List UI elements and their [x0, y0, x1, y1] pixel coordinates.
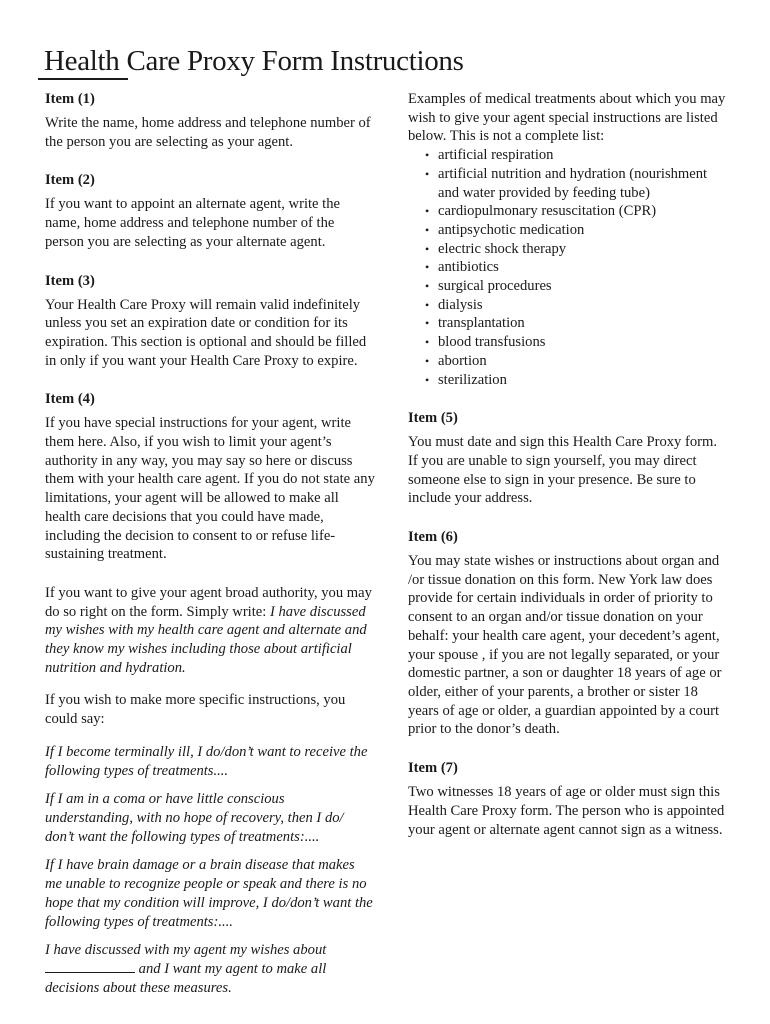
treatments-intro: Examples of medical treatments about which you may wish to give your agent special instructions are listed below. This is not a complete list: [408, 91, 726, 145]
bullet-icon: • [425, 148, 430, 163]
list-item: • antibiotics [425, 259, 499, 276]
blank-line [45, 961, 135, 973]
item-5-text: You must date and sign this Health Care Proxy form. If you are unable to sign yourself, you may direct someone else to sign in your presence. Be sure to include your address. [408, 434, 718, 507]
item-6-text: You may state wishes or instructions about organ and /or tissue donation on this form. New York law does provide for certain individuals in order of priority to consent to an organ and/or tissue donation on your behalf: your health care agent, your decedent’s agent, your spouse , if you are not legally separated, or your domestic partner, a son or daughter 18 years of age or older, either of your parents, a brother or sister 18 years of age or older, a guardian appointed by a court prior to the donor’s death. [408, 553, 722, 738]
item-3-text: Your Health Care Proxy will remain valid indefinitely unless you set an expiration date or condition for its expiration. This section is optional and should be filled in only if you want your Health Care Proxy to expire. [45, 296, 367, 369]
item-2-text: If you want to appoint an alternate agent, write the name, home address and telephone number of the person you are selecting as your alternate agent. [45, 196, 341, 250]
list-item: • surgical procedures [425, 278, 552, 295]
left-column [45, 90, 375, 1007]
list-item: • abortion [425, 352, 487, 369]
bullet-icon: • [425, 241, 430, 256]
bullet-icon: • [425, 260, 430, 275]
bullet-icon: • [425, 222, 430, 237]
list-item: • blood transfusions [425, 334, 546, 351]
item-1-text: Write the name, home address and telephone number of the person you are selecting as your agent. [45, 115, 371, 150]
example-discussed-wishes [45, 941, 375, 997]
item-3-heading: Item (3) [45, 272, 95, 289]
broad-authority-text: If you want to give your agent broad authority, you may do so right on the form. Simply write: [45, 584, 372, 620]
item-6-heading: Item (6) [408, 529, 458, 546]
bullet-icon: • [425, 372, 430, 387]
list-item: • cardiopulmonary resuscitation (CPR) [425, 203, 657, 220]
list-item: • antipsychotic medication [425, 221, 585, 238]
bullet-icon: • [425, 204, 430, 219]
example-brain-damage: If I have brain damage or a brain disease that makes me unable to recognize people or speak and there is no hope that my condition will improve, I do/don’t want the following types of treatments:.... [45, 857, 373, 930]
example-discussed-b: and I want my agent to make all decisions about these measures. [45, 960, 327, 996]
list-item: • transplantation [425, 315, 525, 332]
item-5-heading: Item (5) [408, 410, 458, 427]
item-7-text: Two witnesses 18 years of age or older must sign this Health Care Proxy form. The person who is appointed your agent or alternate agent cannot sign as a witness. [408, 784, 725, 838]
broad-authority-example: I have discussed my wishes with my health care agent and alternate and they know my wishes including those about artificial nutrition and hydration. [45, 603, 367, 676]
example-coma: If I am in a coma or have little conscious understanding, with no hope of recovery, then I do/ don’t want the following types of treatments:.... [45, 791, 344, 845]
bullet-icon: • [425, 316, 430, 331]
bullet-icon: • [425, 335, 430, 350]
item-4-heading: Item (4) [45, 391, 95, 408]
treatments-list [408, 146, 728, 389]
list-item: • artificial respiration [425, 147, 554, 164]
bullet-icon: • [425, 297, 430, 312]
item-7-heading: Item (7) [408, 760, 458, 777]
list-item: • electric shock therapy [425, 240, 567, 257]
list-item: • artificial nutrition and hydration (nourishment and water provided by feeding tube) [425, 165, 708, 201]
list-item: • dialysis [425, 296, 483, 313]
example-discussed-a: I have discussed with my agent my wishes about [45, 942, 327, 959]
bullet-icon: • [425, 279, 430, 294]
item-1-heading: Item (1) [45, 91, 95, 107]
title-underline [38, 78, 128, 80]
item-4-specific-intro: If you wish to make more specific instructions, you could say: [45, 692, 346, 728]
item-2-heading: Item (2) [45, 172, 95, 189]
right-column [408, 90, 728, 853]
bullet-icon: • [425, 166, 430, 181]
list-item: • sterilization [425, 371, 507, 388]
example-terminally-ill: If I become terminally ill, I do/don’t want to receive the following types of treatments.... [45, 743, 368, 779]
bullet-icon: • [425, 353, 430, 368]
item-4-text: If you have special instructions for your agent, write them here. Also, if you wish to limit your agent’s authority in any way, you may say so here or discuss them with your health care agent. If you do not state any limitations, your agent will be allowed to make all health care decisions that you could have made, including the decision to consent to or refuse life-sustaining treatment. [45, 415, 375, 563]
item-4-broad-authority [45, 584, 375, 678]
page-title: Health Care Proxy Form Instructions [44, 45, 464, 77]
